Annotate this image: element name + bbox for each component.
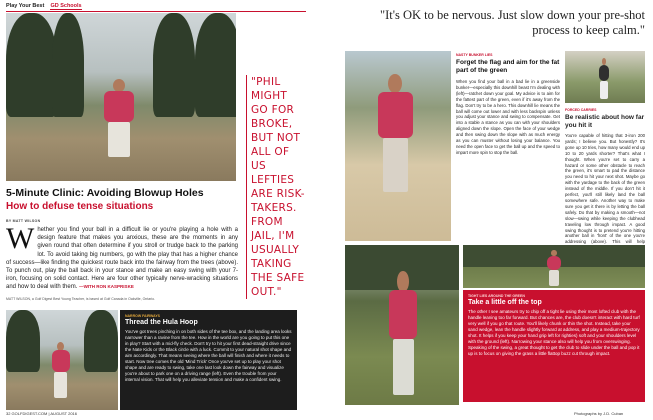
- bunker-photo: [345, 51, 451, 241]
- photo-credit: Photographs by J.D. Cuban: [574, 411, 624, 416]
- sidebar-tight-lies: [463, 290, 645, 402]
- sidebar-title: Thread the Hula Hoop: [125, 319, 198, 326]
- big-quote: "It's OK to be nervous. Just slow down your pre-shot process to keep calm.": [380, 8, 645, 37]
- byline: BY MATT WILSON: [6, 219, 41, 223]
- article-body: [6, 222, 238, 292]
- tight-kicker: TIGHT LIES AROUND THE GREEN: [468, 294, 525, 298]
- forced-carry-photo: [565, 51, 645, 103]
- forced-kicker: FORCED CARRIES: [565, 108, 597, 112]
- bunker-title: Forget the flag and aim for the fat part of the green: [456, 59, 560, 74]
- bunker-kicker: NASTY BUNKER LIES: [456, 53, 493, 57]
- fairway-photo: [6, 310, 118, 410]
- article-title: 5-Minute Clinic: Avoiding Blowup Holes: [6, 187, 204, 199]
- page-header: [6, 3, 82, 9]
- article-subtitle: How to defuse tense situations: [6, 201, 154, 212]
- section-label: Play Your Best: [6, 3, 45, 9]
- forced-title: Be realistic about how far you hit it: [565, 114, 645, 129]
- green-photo-2: [463, 245, 645, 288]
- hero-photo: [6, 13, 236, 181]
- sidebar-narrow-fairways: [120, 310, 297, 410]
- sidebar-body: You've got trees pinching in on both sides of the tee box, and the landing area looks narrower than a ravine from the tee. How in the world are you going to put this one in play? Start with a mid-fly check. Don't try to hit your first dead-straight drive since the Nate Kids or the Black circle with a luck. Commit to your natural shot shape and aim accordingly. That means seeing where the ball will finish and where it needs to start. Now tree comes the old 'Mind Trick' Once you've set up to play your shot shape and are ready to swing, take one last look down the fairway and visualize you're about to park one on a driving range (left). Even the trouble from your internal vision. That will help you alleviate tension and make a confident swing.: [125, 329, 292, 382]
- forced-body: You're capable of hitting that 3-iron 200 yards; I believe you. But honestly? It's gone up 10 tries, how many would end up 10 to 20 yards shorter? That's what I thought. When you're set to carry a hazard or some other obstacle to reach the green, it's smart to pad the distance you need to hit your next shot. Maybe go with the yardage to the back of the green instead of the middle. If you don't hit it perfect, you'll still likely land the ball somewhere safe. Another way to make sure you get it there is by letting the ball safely. Do that by making a smooth—not slow—swing while keeping the clubhead traveling low through impact. A good swing thought is to pretend you're hitting another ball in 'front' of the one you're addressing (above). This will help: [565, 133, 645, 245]
- pull-quote: "PHIL MIGHT GO FOR BROKE, BUT NOT ALL OF US LEFTIES ARE RISK-TAKERS. FROM JAIL, I'M USUALLY TAKING THE SAFE OUT.": [246, 75, 307, 299]
- header-rule: [6, 11, 306, 12]
- tight-title: Take a little off the top: [468, 299, 542, 306]
- author-tag: —WITH RON KASPRISKE: [79, 284, 134, 290]
- sidebar-kicker: NARROW FAIRWAYS: [125, 314, 161, 318]
- tight-body: The other I see amateurs try to chip off a tight lie using their most lofted club with the handle leaning too far forward. But chances are, the club doesn't interact with hard turf very well if you go that route. You'll likely chunk or thin the shot. Instead, take your sand wedge, lean the handle slightly forward at address, and play a medium-trajectory shot. It helps if you keep your hand grip left for righties) soft and your shoulders level with the ground (left). Narrowing your stance also will help you from overswinging. Speaking of the swing, a great thought to get the club to slide under the ball and pop it up is to focus on giving the grass a little flattop buzz cut through impact.: [468, 309, 640, 356]
- body-text: hether you find your ball in a difficult lie or you're playing a hole with a design feature that makes you anxious, these are the moments in any given round that often determine if you stroll or trudge back to the parking lot. To avoid taking big numbers, go with the play that has a higher chance of success—like finding the quickest route back into the fairway from the trees (above). To punch out, play the ball back in your stance and make an easy swing with your 7-iron, focusing on solid contact. Here are four other typically nerve-wracking situations and how to deal with them.: [6, 227, 238, 291]
- sidebar-bunker: [456, 51, 560, 241]
- drop-cap: W: [6, 222, 35, 255]
- green-photo-1: [345, 245, 459, 405]
- author-credit: MATT WILSON, a Golf Digest Best Young Teacher, is based at Golf Canada in Oakville, Ontario.: [6, 297, 156, 301]
- subsection-label: GD Schools: [50, 3, 82, 9]
- bunker-body: When you find your ball in a bad lie in a greenside bunker—especially this downhill beast I'm dealing with (left)—ratchet down your goal. My advice is to aim for the fattest part of the green, even if it's away from the flag. Don't try to be a hero. This downhill lie means the ball will come out lower and with less backspin unless you adjust your stance and swing to compensate. Get into a stable a stance as you can with your shoulders aligned down the slope. Open the face of your wedge and then swing down the slope with as much energy as you can muster without losing your balance. You need the open face to get the ball up and the speed to impart more spin to stop the ball.: [456, 79, 560, 155]
- page-footer-left: 32 GOLFDIGEST.COM | AUGUST 2016: [6, 411, 77, 416]
